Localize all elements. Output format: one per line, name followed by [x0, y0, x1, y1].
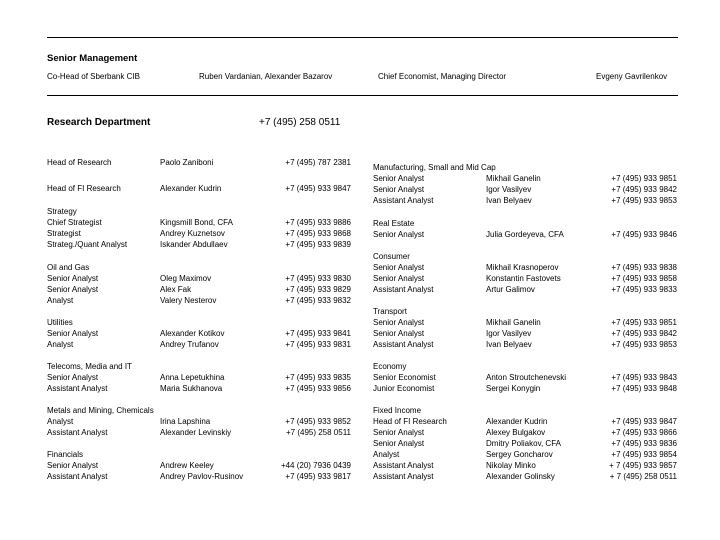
- directory-entry: [0, 185, 720, 196]
- entry-name: Igor Vasilyev: [486, 329, 532, 338]
- entry-phone: +7 (495) 258 0511: [285, 428, 351, 437]
- entry-role: Metals and Mining, Chemicals: [47, 406, 154, 415]
- directory-entry: [0, 274, 720, 285]
- entry-name: Kingsmill Bond, CFA: [160, 218, 233, 227]
- entry-name: Alexey Bulgakov: [486, 428, 546, 437]
- directory-entry: [0, 263, 720, 274]
- entry-role: Senior Analyst: [373, 318, 425, 327]
- entry-name: Artur Galimov: [486, 285, 535, 294]
- entry-role: Assistant Analyst: [373, 340, 434, 349]
- entry-role: Head of FI Research: [47, 184, 121, 193]
- entry-role: Financials: [47, 450, 84, 459]
- directory-entry: [0, 230, 720, 241]
- entry-role: Senior Analyst: [373, 439, 425, 448]
- entry-name: Andrew Keeley: [160, 461, 214, 470]
- entry-role: Senior Analyst: [373, 274, 425, 283]
- entry-phone: +7 (495) 933 9856: [285, 384, 351, 393]
- directory-entry: [0, 296, 720, 307]
- entry-role: Chief Strategist: [47, 218, 102, 227]
- entry-role: Senior Analyst: [47, 329, 99, 338]
- entry-name: Alexander Kudrin: [486, 417, 548, 426]
- entry-role: Assistant Analyst: [373, 196, 434, 205]
- directory-entry: [0, 318, 720, 329]
- entry-role: Assistant Analyst: [373, 461, 434, 470]
- directory-entry: [0, 196, 720, 207]
- entry-role: Analyst: [47, 417, 74, 426]
- senior-management-title: Senior Management: [47, 53, 138, 64]
- entry-role: Assistant Analyst: [47, 384, 108, 393]
- entry-role: Analyst: [47, 340, 74, 349]
- entry-phone: +7 (495) 933 9833: [611, 285, 677, 294]
- entry-phone: +7 (495) 933 9817: [285, 472, 351, 481]
- entry-name: Andrey Kuznetsov: [160, 229, 225, 238]
- entry-role: Fixed Income: [373, 406, 422, 415]
- chief-economist-name: Evgeny Gavrilenkov: [596, 72, 668, 81]
- cohead-names: Ruben Vardanian, Alexander Bazarov: [199, 72, 333, 81]
- research-department-phone: +7 (495) 258 0511: [259, 117, 341, 128]
- entry-name: Valery Nesterov: [160, 296, 217, 305]
- entry-name: Dmitry Poliakov, CFA: [486, 439, 561, 448]
- directory-entry: [0, 428, 720, 439]
- entry-phone: +44 (20) 7936 0439: [280, 461, 351, 470]
- entry-phone: +7 (495) 933 9853: [611, 196, 677, 205]
- directory-entry: [0, 384, 720, 395]
- entry-name: Oleg Maximov: [160, 274, 212, 283]
- research-department-title: Research Department: [47, 117, 151, 128]
- entry-name: Igor Vasilyev: [486, 185, 532, 194]
- entry-role: Senior Economist: [373, 373, 436, 382]
- entry-name: Iskander Abdullaev: [160, 240, 228, 249]
- section-heading: [0, 252, 720, 263]
- entry-name: Nikolay Minko: [486, 461, 536, 470]
- entry-phone: +7 (495) 933 9836: [611, 439, 677, 448]
- chief-economist-role: Chief Economist, Managing Director: [378, 72, 507, 81]
- entry-role: Senior Analyst: [373, 263, 425, 272]
- entry-phone: +7 (495) 933 9854: [611, 450, 677, 459]
- directory-entry: [0, 461, 720, 472]
- entry-name: Mikhail Ganelin: [486, 174, 541, 183]
- entry-phone: + 7 (495) 258 0511: [609, 472, 677, 481]
- directory-entry: [0, 329, 720, 340]
- entry-phone: +7 (495) 933 9853: [611, 340, 677, 349]
- entry-role: Senior Analyst: [47, 373, 99, 382]
- entry-role: Assistant Analyst: [47, 472, 108, 481]
- entry-phone: +7 (495) 933 9842: [611, 329, 677, 338]
- entry-name: Andrey Trufanov: [160, 340, 219, 349]
- entry-role: Analyst: [373, 450, 400, 459]
- entry-name: Anna Lepetukhina: [160, 373, 225, 382]
- entry-role: Transport: [373, 307, 407, 316]
- section-heading: [0, 207, 720, 218]
- entry-role: Senior Analyst: [47, 285, 99, 294]
- entry-name: Andrey Pavlov-Rusinov: [160, 472, 244, 481]
- entry-role: Senior Analyst: [373, 174, 425, 183]
- entry-phone: +7 (495) 933 9847: [611, 417, 677, 426]
- entry-phone: +7 (495) 933 9842: [611, 185, 677, 194]
- entry-name: Julia Gordeyeva, CFA: [486, 230, 564, 239]
- entry-role: Assistant Analyst: [47, 428, 108, 437]
- entry-role: Assistant Analyst: [373, 285, 434, 294]
- entry-role: Strategist: [47, 229, 81, 238]
- entry-role: Senior Analyst: [47, 274, 99, 283]
- entry-phone: +7 (495) 933 9838: [611, 263, 677, 272]
- section-heading: [0, 219, 720, 230]
- directory-entry: [0, 450, 720, 461]
- entry-role: Strateg./Quant Analyst: [47, 240, 128, 249]
- entry-role: Analyst: [47, 296, 74, 305]
- entry-phone: +7 (495) 933 9848: [611, 384, 677, 393]
- entry-role: Junior Economist: [373, 384, 435, 393]
- entry-phone: +7 (495) 933 9868: [285, 229, 351, 238]
- entry-name: Ivan Belyaev: [486, 340, 532, 349]
- directory-entry: [0, 417, 720, 428]
- entry-phone: +7 (495) 933 9846: [611, 230, 677, 239]
- directory-entry: [0, 340, 720, 351]
- entry-role: Senior Analyst: [373, 329, 425, 338]
- cohead-role: Co-Head of Sberbank CIB: [47, 72, 140, 81]
- entry-name: Sergey Goncharov: [486, 450, 553, 459]
- entry-name: Paolo Zaniboni: [160, 158, 214, 167]
- directory-entry: [0, 240, 720, 251]
- directory-entry: [0, 174, 720, 185]
- entry-name: Alex Fak: [160, 285, 192, 294]
- entry-phone: +7 (495) 933 9886: [285, 218, 351, 227]
- entry-name: Mikhail Krasnoperov: [486, 263, 559, 272]
- entry-name: Alexander Kudrin: [160, 184, 222, 193]
- entry-role: Senior Analyst: [47, 461, 99, 470]
- section-heading: [0, 362, 720, 373]
- entry-role: Consumer: [373, 252, 410, 261]
- entry-role: Real Estate: [373, 219, 415, 228]
- entry-role: Senior Analyst: [373, 185, 425, 194]
- entry-name: Konstantin Fastovets: [486, 274, 561, 283]
- section-heading: [0, 163, 720, 174]
- entry-phone: +7 (495) 933 9851: [611, 174, 677, 183]
- entry-role: Senior Analyst: [373, 230, 425, 239]
- section-heading: [0, 307, 720, 318]
- entry-phone: +7 (495) 933 9841: [285, 329, 351, 338]
- entry-role: Head of Research: [47, 158, 112, 167]
- entry-phone: +7 (495) 933 9832: [285, 296, 351, 305]
- entry-phone: + 7 (495) 933 9857: [609, 461, 677, 470]
- entry-role: Strategy: [47, 207, 77, 216]
- entry-name: Irina Lapshina: [160, 417, 211, 426]
- entry-phone: +7 (495) 933 9852: [285, 417, 351, 426]
- entry-phone: +7 (495) 933 9835: [285, 373, 351, 382]
- entry-phone: +7 (495) 787 2381: [285, 158, 351, 167]
- entry-phone: +7 (495) 933 9851: [611, 318, 677, 327]
- entry-name: Alexander Levinskiy: [160, 428, 232, 437]
- directory-entry: [0, 285, 720, 296]
- entry-phone: +7 (495) 933 9847: [285, 184, 351, 193]
- entry-role: Manufacturing, Small and Mid Cap: [373, 163, 496, 172]
- entry-phone: +7 (495) 933 9866: [611, 428, 677, 437]
- entry-name: Mikhail Ganelin: [486, 318, 541, 327]
- entry-role: Assistant Analyst: [373, 472, 434, 481]
- directory-entry: [0, 472, 720, 483]
- entry-name: Maria Sukhanova: [160, 384, 223, 393]
- directory-entry: [0, 373, 720, 384]
- entry-name: Anton Stroutchenevski: [486, 373, 567, 382]
- entry-phone: +7 (495) 933 9843: [611, 373, 677, 382]
- entry-name: Ivan Belyaev: [486, 196, 532, 205]
- entry-role: Telecoms, Media and IT: [47, 362, 132, 371]
- section-heading: [0, 406, 720, 417]
- entry-phone: +7 (495) 933 9829: [285, 285, 351, 294]
- entry-phone: +7 (495) 933 9839: [285, 240, 351, 249]
- entry-role: Oil and Gas: [47, 263, 90, 272]
- entry-role: Senior Analyst: [373, 428, 425, 437]
- entry-role: Utilities: [47, 318, 73, 327]
- entry-phone: +7 (495) 933 9830: [285, 274, 351, 283]
- entry-name: Alexander Golinsky: [486, 472, 555, 481]
- top-divider: [47, 37, 678, 38]
- entry-role: Head of FI Research: [373, 417, 447, 426]
- entry-name: Alexander Kotikov: [160, 329, 225, 338]
- mid-divider: [47, 95, 678, 96]
- directory-entry: [0, 439, 720, 450]
- entry-phone: +7 (495) 933 9858: [611, 274, 677, 283]
- entry-name: Sergei Konygin: [486, 384, 541, 393]
- entry-role: Economy: [373, 362, 407, 371]
- entry-phone: +7 (495) 933 9831: [285, 340, 351, 349]
